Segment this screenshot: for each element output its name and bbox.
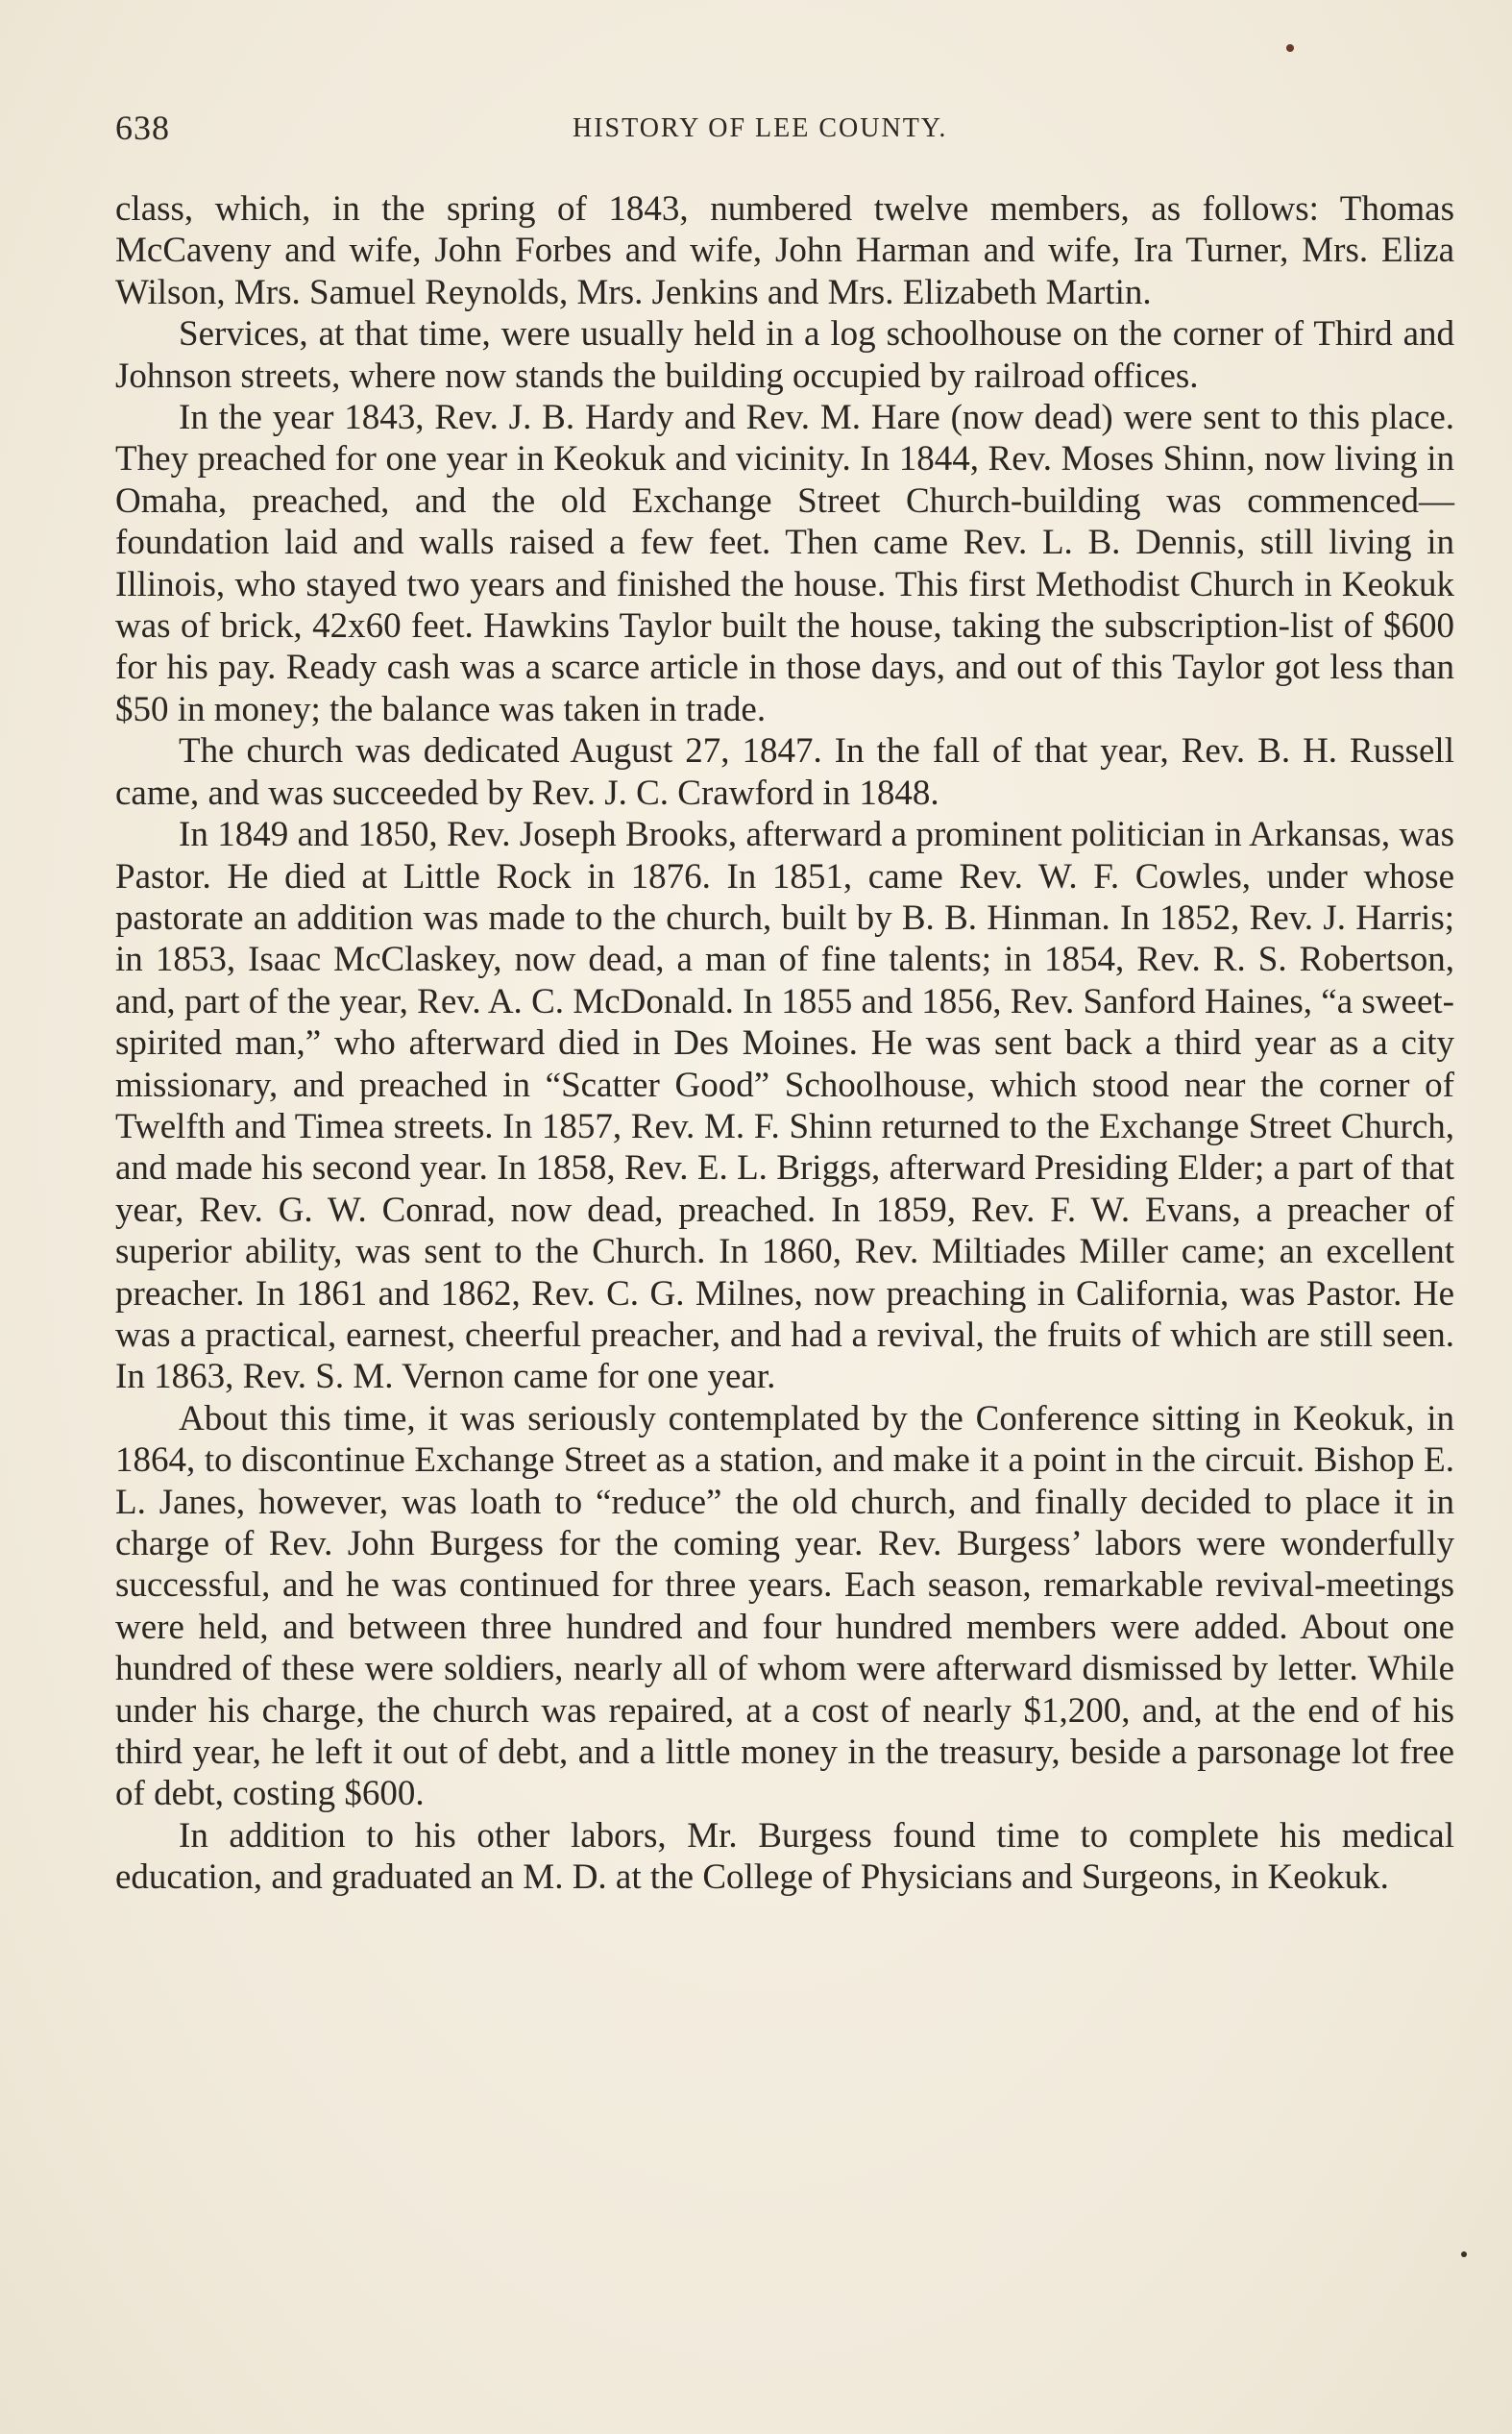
paragraph-pastors: In 1849 and 1850, Rev. Joseph Brooks, afterward a prominent politician in Arkansas, was Pastor. He died at Little Rock in 1876. In 1851, came Rev. W. F. Cowles, under whose pastorate an addition was made to the church, built by B. B. Hinman. In 1852, Rev. J. Harris; in 1853, Isaac McClaskey, now dead, a man of fine talents; in 1854, Rev. R. S. Robertson, and, part of the year, Rev. A. C. McDonald. In 1855 and 1856, Rev. Sanford Haines, “a sweet-spirited man,” who afterward died in Des Moines. He was sent back a third year as a city missionary, and preached in “Scatter Good” Schoolhouse, which stood near the corner of Twelfth and Timea streets. In 1857, Rev. M. F. Shinn returned to the Exchange Street Church, and made his second year. In 1858, Rev. E. L. Briggs, afterward Presiding Elder; a part of that year, Rev. G. W. Conrad, now dead, preached. In 1859, Rev. F. W. Evans, a preacher of superior ability, was sent to the Church. In 1860, Rev. Miltiades Miller came; an excellent preacher. In 1861 and 1862, Rev. C. G. Milnes, now preaching in California, was Pastor. He was a practical, earnest, cheerful preacher, and had a revival, the fruits of which are still seen. In 1863, Rev. S. M. Vernon came for one year.: [115, 815, 1454, 1397]
page-number: 638: [115, 109, 170, 147]
paragraph-conference: About this time, it was seriously contemplated by the Conference sitting in Keokuk, in 1864, to discontinue Exchange Street as a station, and make it a point in the circuit. Bishop E. L. Janes, however, was loath to “reduce” the old church, and finally decided to place it in charge of Rev. John Burgess for the coming year. Rev. Burgess’ labors were wonderfully successful, and he was continued for three years. Each season, remarkable revival-meetings were held, and between three hundred and four hundred members were added. About one hundred of these were soldiers, nearly all of whom were afterward dismissed by letter. While under his charge, the church was repaired, at a cost of nearly $1,200, and, at the end of his third year, he left it out of debt, and a little money in the treasury, beside a parsonage lot free of debt, costing $600.: [115, 1398, 1454, 1814]
running-head: HISTORY OF LEE COUNTY.: [573, 113, 948, 143]
paragraph-services: Services, at that time, were usually held in a log schoolhouse on the corner of Third and Johnson streets, where now stands the building occupied by railroad offices.: [115, 314, 1454, 396]
page-header: [115, 108, 1076, 156]
paragraph-class-members: class, which, in the spring of 1843, numbered twelve members, as follows: Thomas McCaveny and wife, John Forbes and wife, John Harman and wife, Ira Turner, Mrs. Eliza Wilson, Mrs. Samuel Reynolds, Mrs. Jenkins and Mrs. Elizabeth Martin.: [115, 189, 1454, 312]
body-text: [115, 188, 1454, 1899]
ink-speck: [1286, 44, 1294, 52]
ink-speck: [1461, 2251, 1467, 2257]
paragraph-burgess-medical: In addition to his other labors, Mr. Burgess found time to complete his medical education, and graduated an M. D. at the College of Physicians and Surgeons, in Keokuk.: [115, 1815, 1454, 1898]
paragraph-dedication: The church was dedicated August 27, 1847. In the fall of that year, Rev. B. H. Russell came, and was succeeded by Rev. J. C. Crawford in 1848.: [115, 731, 1454, 813]
paragraph-first-church: In the year 1843, Rev. J. B. Hardy and Rev. M. Hare (now dead) were sent to this place. They preached for one year in Keokuk and vicinity. In 1844, Rev. Moses Shinn, now living in Omaha, preached, and the old Exchange Street Church-building was commenced—foundation laid and walls raised a few feet. Then came Rev. L. B. Dennis, still living in Illinois, who stayed two years and finished the house. This first Methodist Church in Keokuk was of brick, 42x60 feet. Hawkins Taylor built the house, taking the subscription-list of $600 for his pay. Ready cash was a scarce article in those days, and out of this Taylor got less than $50 in money; the balance was taken in trade.: [115, 398, 1454, 729]
